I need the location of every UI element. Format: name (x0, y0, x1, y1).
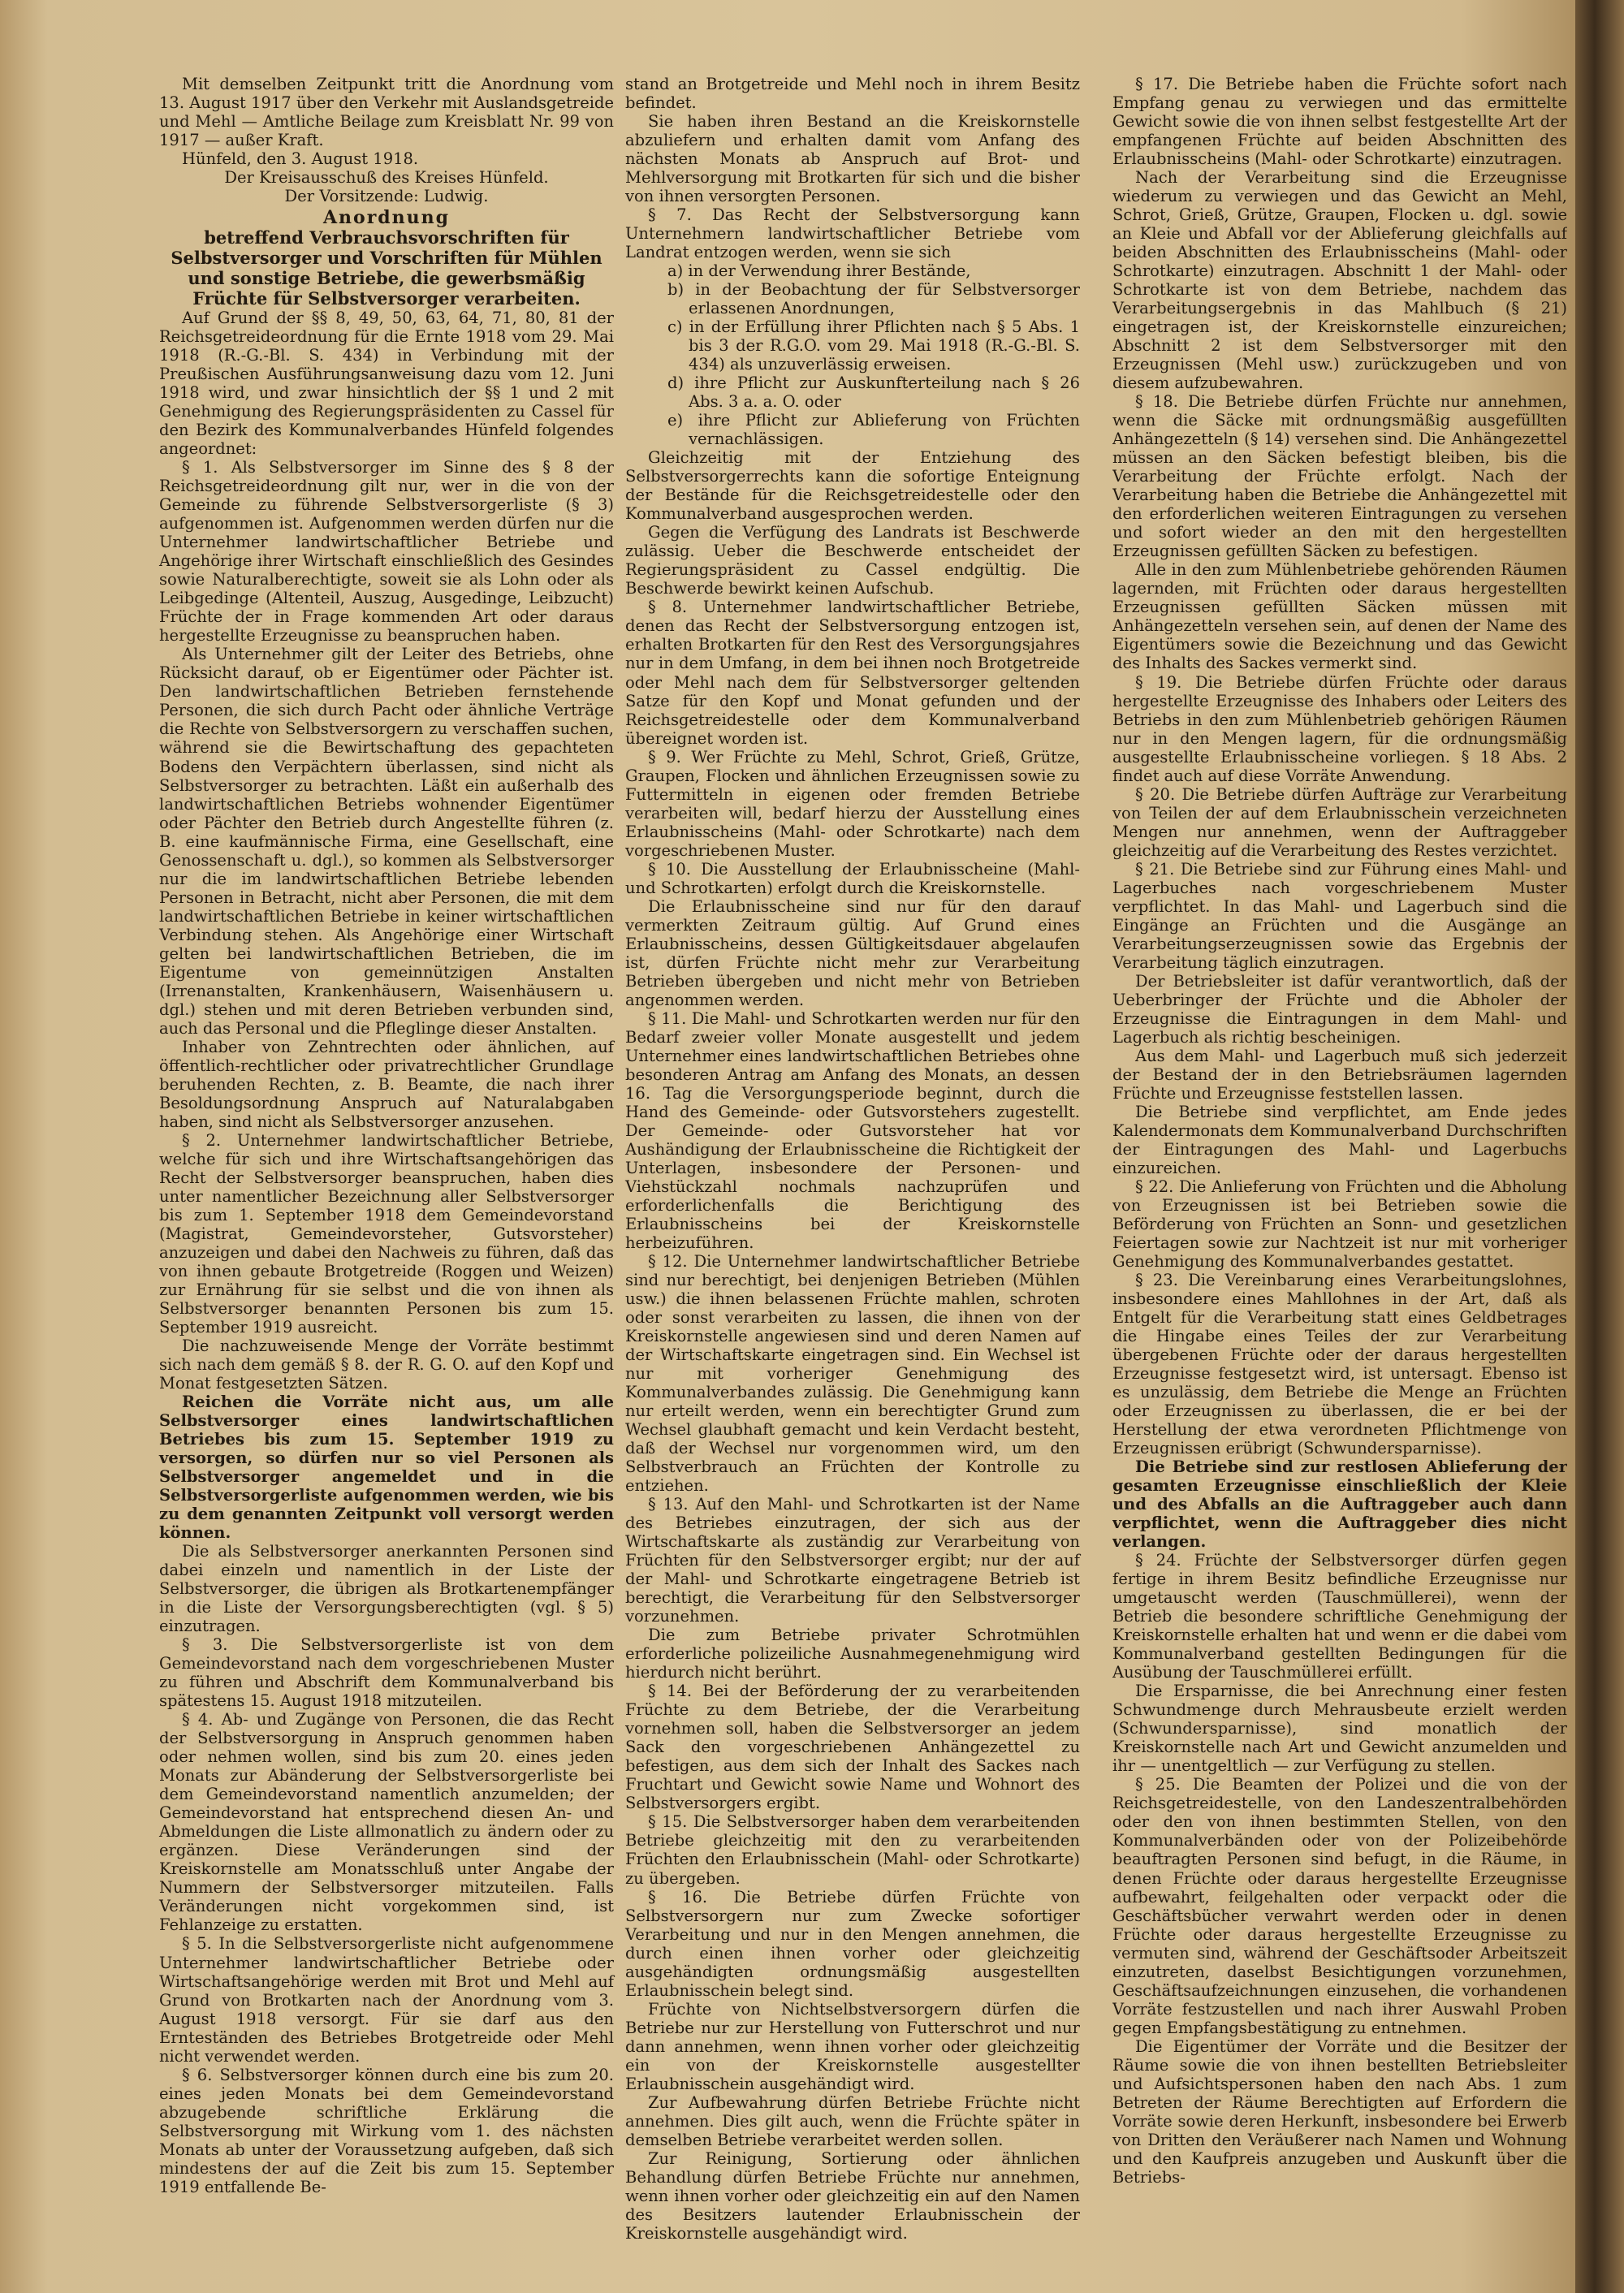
paragraph: § 15. Die Selbstversorger haben dem verarbeitenden Betriebe gleichzeitig mit den zu verarbeitenden Früchten den Erlaubnisschein (Mahl- oder Schrotkarte) zu übergeben. (625, 1812, 1080, 1888)
paragraph: § 19. Die Betriebe dürfen Früchte oder daraus hergestellte Erzeugnisse des Inhabers oder Leiters des Betriebs in den zum Mühlenbetrieb gehörigen Räumen nur in den Mengen lagern, für die ordnungsmäßig ausgestellte Erlaubnisscheine vorliegen. § 18 Abs. 2 findet auch auf diese Vorräte Anwendung. (1112, 672, 1567, 785)
paragraph: Der Betriebsleiter ist dafür verantwortlich, daß der Ueberbringer der Früchte und die Abholer der Erzeugnisse die Eintragungen in dem Mahl- und Lagerbuch als richtig bescheinigen. (1112, 971, 1567, 1047)
paragraph: § 1. Als Selbstversorger im Sinne des § 8 der Reichsgetreideordnung gilt nur, wer in die von der Gemeinde zu führende Selbstversorgerliste (§ 3) aufgenommen ist. Aufgenommen werden dürfen nur die Unternehmer landwirtschaftlicher Betriebe und Angehörige ihrer Wirtschaft einschließlich des Gesindes sowie Naturalberechtigte, soweit sie als Lohn oder als Leibgedinge (Altenteil, Auszug, Ausgedinge, Leibzucht) Früchte der in Frage kommenden Art oder daraus hergestellte Erzeugnisse zu beanspruchen haben. (159, 458, 614, 646)
paragraph: Als Unternehmer gilt der Leiter des Betriebs, ohne Rücksicht darauf, ob er Eigentümer oder Pächter ist. Den landwirtschaftlichen Betrieben fernstehende Personen, die sich durch Pacht oder ähnliche Verträge die Rechte von Selbstversorgern zu verschaffen suchen, während sie die Bewirtschaftung des gepachteten Bodens den Verpächtern überlassen, sind nicht als Selbstversorger zu betrachten. Läßt ein außerhalb des landwirtschaftlichen Betriebs wohnender Eigentümer oder Pächter den Betrieb durch Angestellte führen (z. B. eine kaufmännische Firma, eine Gesellschaft, eine Genossenschaft u. dgl.), so kommen als Selbstversorger nur die im landwirtschaftlichen Betriebe lebenden Personen in Betracht, nicht aber Personen, die mit dem landwirtschaftlichen Betriebe in keiner wirtschaftlichen Verbindung stehen. Als Angehörige einer Wirtschaft gelten bei landwirtschaftlichen Betrieben, die im Eigentume von gemeinnützigen Anstalten (Irrenanstalten, Krankenhäusern, Waisenhäusern u. dgl.) stehen und mit deren Betrieben verbunden sind, auch das Personal und die Pfleglinge dieser Anstalten. (159, 645, 614, 1038)
chair-line: Der Vorsitzende: Ludwig. (284, 187, 489, 206)
paragraph: Alle in den zum Mühlenbetriebe gehörenden Räumen lagernden, mit Früchten oder daraus hergestellten Erzeugnissen gefüllten Säcken müssen mit Anhängezetteln versehen sein, auf denen der Name des Eigentümers sowie die Bezeichnung und das Gewicht des Inhalts des Sackes vermerkt sind. (1112, 560, 1567, 673)
paragraph: Die Erlaubnisscheine sind nur für den darauf vermerkten Zeitraum gültig. Auf Grund eines Erlaubnisscheins, dessen Gültigkeitsdauer abgelaufen ist, dürfen Früchte nicht mehr zur Verarbeitung Betrieben übergeben und nicht mehr von Betrieben angenommen werden. (625, 896, 1080, 1009)
paragraph: Nach der Verarbeitung sind die Erzeugnisse wiederum zu verwiegen und das Gewicht an Mehl, Schrot, Grieß, Grütze, Graupen, Flocken u. dgl. sowie an Kleie und Abfall vor der Ablieferung gleichfalls auf beiden Abschnitten des Erlaubnisscheins (Mahl- oder Schrotkarte) einzutragen. Abschnitt 1 der Mahl- oder Schrotkarte ist von dem Betriebe, nachdem das Verarbeitungsergebnis in das Mahlbuch (§ 21) eingetragen ist, der Kreiskornstelle einzureichen; Abschnitt 2 ist dem Selbstversorger mit den Erzeugnissen (Mehl usw.) zurückzugeben und von diesem aufzubewahren. (1112, 168, 1567, 393)
column-right (1112, 75, 1567, 2187)
paragraph: § 5. In die Selbstversorgerliste nicht aufgenommene Unternehmer landwirtschaftlicher Betriebe oder Wirtschaftsangehörige werden mit Brot und Mehl auf Grund von Brotkarten nach der Anordnung vom 3. August 1918 versorgt. Für sie darf aus den Ernteständen des Betriebes Brotgetreide oder Mehl nicht verwendet werden. (159, 1934, 614, 2066)
issuer-line: Der Kreisausschuß des Kreises Hünfeld. (224, 168, 549, 188)
paragraph-bold: Die Betriebe sind zur restlosen Ablieferung der gesamten Erzeugnisse einschließlich der Kleie und des Abfalls an die Auftraggeber auch dann verpflichtet, wenn die Auftraggeber dies nicht verlangen. (1112, 1457, 1567, 1552)
paragraph: § 4. Ab- und Zugänge von Personen, die das Recht der Selbstversorgung in Anspruch genommen haben oder nehmen wollen, sind bis zum 20. eines jeden Monats zur Abänderung der Selbstversorgerliste bei dem Gemeindevorstand namentlich anzumelden; der Gemeindevorstand hat entsprechend diesen An- und Abmeldungen die Liste allmonatlich zu ändern oder zu ergänzen. Diese Veränderungen sind der Kreiskornstelle am Monatsschluß unter Angabe der Nummern der Selbstversorger mitzuteilen. Falls Veränderungen nicht vorgekommen sind, ist Fehlanzeige zu erstatten. (159, 1710, 614, 1935)
condition-list (625, 261, 1080, 448)
paragraph: § 9. Wer Früchte zu Mehl, Schrot, Grieß, Grütze, Graupen, Flocken und ähnlichen Erzeugnissen sowie zu Futtermitteln in eigenen oder fremden Betriebe verarbeiten will, bedarf hierzu der Ausstellung eines Erlaubnisscheins (Mahl- oder Schrotkarte) nach dem vorgeschriebenen Muster. (625, 747, 1080, 860)
paragraph: Gleichzeitig mit der Entziehung des Selbstversorgerrechts kann die sofortige Enteignung der Bestände für die Reichsgetreidestelle oder den Kommunalverband ausgesprochen werden. (625, 448, 1080, 524)
paragraph: Gegen die Verfügung des Landrats ist Beschwerde zulässig. Ueber die Beschwerde entscheidet der Regierungspräsident zu Cassel endgültig. Die Beschwerde bewirkt keinen Aufschub. (625, 523, 1080, 598)
paragraph: Früchte von Nichtselbstversorgern dürfen die Betriebe nur zur Herstellung von Futterschrot und nur dann annehmen, wenn ihnen vorher oder gleichzeitig ein von der Kreiskornstelle ausgestellter Erlaubnisschein ausgehändigt wird. (625, 1999, 1080, 2093)
list-item: b) in der Beobachtung der für Selbstversorger erlassenen Anordnungen, (667, 280, 1080, 318)
column-middle (625, 75, 1080, 2243)
column-left (159, 75, 614, 2196)
intro-paragraph: Mit demselben Zeitpunkt tritt die Anordnung vom 13. August 1917 über den Verkehr mit Auslandsgetreide und Mehl — Amtliche Beilage zum Kreisblatt Nr. 99 von 1917 — außer Kraft. (159, 75, 614, 150)
paragraph-bold: Reichen die Vorräte nicht aus, um alle Selbstversorger eines landwirtschaftlichen Betriebes bis zum 15. September 1919 zu versorgen, so dürfen nur so viel Personen als Selbstversorger angemeldet und in die Selbstversorgerliste aufgenommen werden, wie bis zu dem genannten Zeitpunkt voll versorgt werden können. (159, 1393, 614, 1543)
paragraph: § 14. Bei der Beförderung der zu verarbeitenden Früchte zu dem Betriebe, der die Verarbeitung vornehmen soll, haben die Selbstversorger an jedem Sack den vorgeschriebenen Anhängezettel zu befestigen, aus dem sich der Inhalt des Sackes nach Fruchtart und Gewicht sowie Name und Wohnort des Selbstversorgers ergibt. (625, 1682, 1080, 1813)
paragraph: Die Eigentümer der Vorräte und die Besitzer der Räume sowie die von ihnen bestellten Betriebsleiter und Aufsichtspersonen haben den nach Abs. 1 zum Betreten der Räume Berechtigten auf Erfordern die Vorräte sowie deren Herkunft, insbesondere bei Erwerb von Dritten den Veräußerer nach Namen und Wohnung und den Kaufpreis anzugeben und Auskunft über die Betriebs- (1112, 2036, 1567, 2187)
paragraph: § 3. Die Selbstversorgerliste ist von dem Gemeindevorstand nach dem vorgeschriebenen Muster zu führen und Abschrift dem Kommunalverband bis spätestens 15. August 1918 mitzuteilen. (159, 1635, 614, 1711)
paragraph: Aus dem Mahl- und Lagerbuch muß sich jederzeit der Bestand der in den Betriebsräumen lagernden Früchte und Erzeugnisse feststellen lassen. (1112, 1046, 1567, 1103)
paragraph: § 7. Das Recht der Selbstversorgung kann Unternehmern landwirtschaftlicher Betriebe vom Landrat entzogen werden, wenn sie sich (625, 205, 1080, 262)
paragraph: Die nachzuweisende Menge der Vorräte bestimmt sich nach dem gemäß § 8. der R. G. O. auf den Kopf und Monat festgesetzten Sätzen. (159, 1336, 614, 1393)
date-line: Hünfeld, den 3. August 1918. (182, 149, 419, 169)
list-item: e) ihre Pflicht zur Ablieferung von Früchten vernachlässigen. (667, 411, 1080, 449)
paragraph: Auf Grund der §§ 8, 49, 50, 63, 64, 71, 80, 81 der Reichsgetreideordnung für die Ernte 1918 vom 29. Mai 1918 (R.-G.-Bl. S. 434) in Verbindung mit der Preußischen Ausführungsanweisung dazu vom 12. Juni 1918 wird, und zwar hinsichtlich der §§ 1 und 2 mit Genehmigung des Regierungspräsidenten zu Cassel für den Bezirk des Kommunalverbandes Hünfeld folgendes angeordnet: (159, 309, 614, 459)
paragraph: Die Betriebe sind verpflichtet, am Ende jedes Kalendermonats dem Kommunalverband Durchschriften der Eintragungen des Mahl- und Lagerbuchs einzureichen. (1112, 1102, 1567, 1177)
paragraph: § 16. Die Betriebe dürfen Früchte von Selbstversorgern nur zum Zwecke sofortiger Verarbeitung und nur in den Mengen annehmen, die durch einen ihnen vorher oder gleichzeitig ausgehändigten ordnungsmäßig ausgestellten Erlaubnisschein belegt sind. (625, 1887, 1080, 2000)
paragraph: § 21. Die Betriebe sind zur Führung eines Mahl- und Lagerbuches nach vorgeschriebenem Muster verpflichtet. In das Mahl- und Lagerbuch sind die Eingänge an Früchten und die Ausgänge an Verarbeitungserzeugnissen sowie das Ergebnis der Verarbeitung täglich einzutragen. (1112, 859, 1567, 972)
paragraph: § 2. Unternehmer landwirtschaftlicher Betriebe, welche für sich und ihre Wirtschaftsangehörigen das Recht der Selbstversorger beanspruchen, haben dies unter namentlicher Bezeichnung aller Selbstversorger bis zum 1. September 1918 dem Gemeindevorstand (Magistrat, Gemeindevorsteher, Gutsvorsteher) anzuzeigen und dabei den Nachweis zu führen, daß das von ihnen gebaute Brotgetreide (Roggen und Weizen) zur Ernährung für sie selbst und die von ihnen als Selbstversorger benannten Personen bis zum 15. September 1919 ausreicht. (159, 1130, 614, 1337)
paragraph: § 22. Die Anlieferung von Früchten und die Abholung von Erzeugnissen ist bei Betrieben sowie die Beförderung von Früchten an Sonn- und gesetzlichen Feiertagen sowie zur Nachtzeit ist nur mit vorheriger Genehmigung des Kommunalverbandes gestattet. (1112, 1177, 1567, 1271)
paragraph: Die zum Betriebe privater Schrotmühlen erforderliche polizeiliche Ausnahmegenehmigung wird hierdurch nicht berührt. (625, 1626, 1080, 1682)
paragraph: stand an Brotgetreide und Mehl noch in ihrem Besitz befindet. (625, 75, 1080, 113)
paragraph: § 25. Die Beamten der Polizei und die von der Reichsgetreidestelle, von den Landeszentralbehörden oder den von ihnen bestimmten Stellen, von den Kommunalverbänden oder von der Polizeibehörde beauftragten Personen sind befugt, in die Räume, in denen Früchte oder daraus hergestellte Erzeugnisse aufbewahrt, feilgehalten oder verpackt oder die Geschäftsbücher verwahrt werden oder in denen Früchte oder daraus hergestellte Erzeugnisse zu vermuten sind, während der Geschäftsoder Arbeitszeit einzutreten, daselbst Besichtigungen vorzunehmen, Geschäftsaufzeichnungen einzusehen, die vorhandenen Vorräte festzustellen und nach ihrer Auswahl Proben gegen Empfangsbestätigung zu entnehmen. (1112, 1775, 1567, 2037)
paragraph: § 11. Die Mahl- und Schrotkarten werden nur für den Bedarf zweier voller Monate ausgestellt und jedem Unternehmer eines landwirtschaftlichen Betriebes ohne besonderen Antrag am Anfang des Monats, an dessen 16. Tag die Versorgungsperiode beginnt, durch die Hand des Gemeinde- oder Gutsvorstehers zugestellt. Der Gemeinde- oder Gutsvorsteher hat vor Aushändigung der Erlaubnisscheine die Richtigkeit der Unterlagen, insbesondere der Personen- und Viehstückzahl nochmals nachzuprüfen und erforderlichenfalls die Berichtigung des Erlaubnisscheins bei der Kreiskornstelle herbeizuführen. (625, 1008, 1080, 1252)
page-edge (1575, 0, 1624, 2293)
paragraph: Die als Selbstversorger anerkannten Personen sind dabei einzeln und namentlich in der Liste der Selbstversorger, die übrigen als Brotkartenempfänger in die Liste der Versorgungsberechtigten (vgl. § 5) einzutragen. (159, 1542, 614, 1636)
paragraph: Die Ersparnisse, die bei Anrechnung einer festen Schwundmenge durch Mehrausbeute erzielt werden (Schwundersparnisse), sind monatlich der Kreiskornstelle nach Art und Gewicht anzumelden und ihr — unentgeltlich — zur Verfügung zu stellen. (1112, 1682, 1567, 1776)
paragraph: § 24. Früchte der Selbstversorger dürfen gegen fertige in ihrem Besitz befindliche Erzeugnisse nur umgetauscht werden (Tauschmüllerei), wenn der Betrieb die besondere schriftliche Genehmigung der Kreiskornstelle erhalten hat und wenn er die dabei vom Kommunalverband gestellten Bedingungen für die Ausübung der Tauschmüllerei erfüllt. (1112, 1551, 1567, 1682)
paragraph: § 18. Die Betriebe dürfen Früchte nur annehmen, wenn die Säcke mit ordnungsmäßig ausgefüllten Anhängezetteln (§ 14) versehen sind. Die Anhängezettel müssen an den Säcken befestigt bleiben, bis die Verarbeitung der Früchte erfolgt. Nach der Verarbeitung haben die Betriebe die Anhängezettel mit den erforderlichen weiteren Eintragungen zu versehen und sofort wieder an den mit den hergestellten Erzeugnissen gefüllten Säcken zu befestigen. (1112, 392, 1567, 561)
paragraph: Sie haben ihren Bestand an die Kreiskornstelle abzuliefern und erhalten damit vom Anfang des nächsten Monats ab Anspruch auf Brot- und Mehlversorgung mit Brotkarten für sich und die bisher von ihnen versorgten Personen. (625, 112, 1080, 206)
paragraph: § 13. Auf den Mahl- und Schrotkarten ist der Name des Betriebes einzutragen, der sich aus der Wirtschaftskarte als zuständig zur Verarbeitung von Früchten für den Selbstversorger ergibt; nur der auf der Mahl- und Schrotkarte eingetragene Betrieb ist berechtigt, die Verarbeitung für den Selbstversorger vorzunehmen. (625, 1495, 1080, 1626)
paragraph: § 10. Die Ausstellung der Erlaubnisscheine (Mahl- und Schrotkarten) erfolgt durch die Kreiskornstelle. (625, 859, 1080, 897)
paragraph: § 17. Die Betriebe haben die Früchte sofort nach Empfang genau zu verwiegen und das ermittelte Gewicht sowie die von ihnen selbst festgestellte Art der empfangenen Früchte auf beiden Abschnitten des Erlaubnisscheins (Mahl- oder Schrotkarte) einzutragen. (1112, 75, 1567, 169)
ordinance-title: Anordnung (322, 207, 451, 229)
list-item: d) ihre Pflicht zur Auskunfterteilung nach § 26 Abs. 3 a. a. O. oder (667, 374, 1080, 412)
paragraph: § 23. Die Vereinbarung eines Verarbeitungslohnes, insbesondere eines Mahllohnes in der Art, daß als Entgelt für die Verarbeitung statt eines Geldbetrages die Hingabe eines Teiles der zur Verarbeitung übergebenen Früchte oder der daraus hergestellten Erzeugnisse festgesetzt wird, ist untersagt. Ebenso ist es unzulässig, dem Betriebe die Menge an Früchten oder Erzeugnissen zu überlassen, die er bei der Herstellung der etwa verordneten Pflichtmenge von Erzeugnissen erübrigt (Schwundersparnisse). (1112, 1271, 1567, 1458)
paragraph: Zur Aufbewahrung dürfen Betriebe Früchte nicht annehmen. Dies gilt auch, wenn die Früchte später in demselben Betriebe verarbeitet werden sollen. (625, 2092, 1080, 2149)
paragraph: Inhaber von Zehntrechten oder ähnlichen, auf öffentlich-rechtlicher oder privatrechtlicher Grundlage beruhenden Rechten, z. B. Beamte, die nach ihrer Besoldungsordnung Anspruch auf Naturalabgaben haben, sind nicht als Selbstversorger anzusehen. (159, 1037, 614, 1131)
paragraph: § 12. Die Unternehmer landwirtschaftlicher Betriebe sind nur berechtigt, bei denjenigen Betrieben (Mühlen usw.) die ihnen belassenen Früchte mahlen, schroten oder sonst verarbeiten zu lassen, die ihnen von der Kreiskornstelle angewiesen sind und deren Namen auf der Wirtschaftskarte eingetragen sind. Ein Wechsel ist nur mit vorheriger Genehmigung des Kommunalverbandes zulässig. Die Genehmigung kann nur erteilt werden, wenn ein berechtigter Grund zum Wechsel glaubhaft gemacht und kein Verdacht besteht, daß der Wechsel nur vorgenommen wird, um den Selbstverbrauch an Früchten der Kontrolle zu entziehen. (625, 1251, 1080, 1496)
paragraph: § 20. Die Betriebe dürfen Aufträge zur Verarbeitung von Teilen der auf dem Erlaubnisschein verzeichneten Mengen nur annehmen, wenn der Auftraggeber gleichzeitig auf die Verarbeitung des Restes verzichtet. (1112, 784, 1567, 860)
list-item: a) in der Verwendung ihrer Bestände, (667, 261, 971, 281)
list-item: c) in der Erfüllung ihrer Pflichten nach § 5 Abs. 1 bis 3 der R.G.O. vom 29. Mai 1918 (R.-G.-Bl. S. 434) als unzuverlässig erweisen. (667, 317, 1080, 374)
paragraph: Zur Reinigung, Sortierung oder ähnlichen Behandlung dürfen Betriebe Früchte nur annehmen, wenn ihnen vorher oder gleichzeitig ein auf den Namen des Besitzers lautender Erlaubnisschein der Kreiskornstelle ausgehändigt wird. (625, 2148, 1080, 2243)
paragraph: § 6. Selbstversorger können durch eine bis zum 20. eines jeden Monats bei dem Gemeindevorstand abzugebende schriftliche Erklärung die Selbstversorgung mit Wirkung vom 1. des nächsten Monats ab unter der Voraussetzung aufgeben, daß sich mindestens der auf die Zeit bis zum 15. September 1919 entfallende Be- (159, 2065, 614, 2196)
ordinance-subtitle: betreffend Verbrauchsvorschriften für Selbstversorger und Vorschriften für Mühlen und sonstige Betriebe, die gewerbsmäßig Früchte für Selbstversorger verarbeiten. (171, 227, 603, 309)
paragraph: § 8. Unternehmer landwirtschaftlicher Betriebe, denen das Recht der Selbstversorgung entzogen ist, erhalten Brotkarten für den Rest des Versorgungsjahres nur in dem Umfang, in dem bei ihnen noch Brotgetreide oder Mehl nach dem für Selbstversorger geltenden Satze für den Kopf und Monat gefunden und der Reichsgetreidestelle oder dem Kommunalverband übereignet worden ist. (625, 598, 1080, 748)
